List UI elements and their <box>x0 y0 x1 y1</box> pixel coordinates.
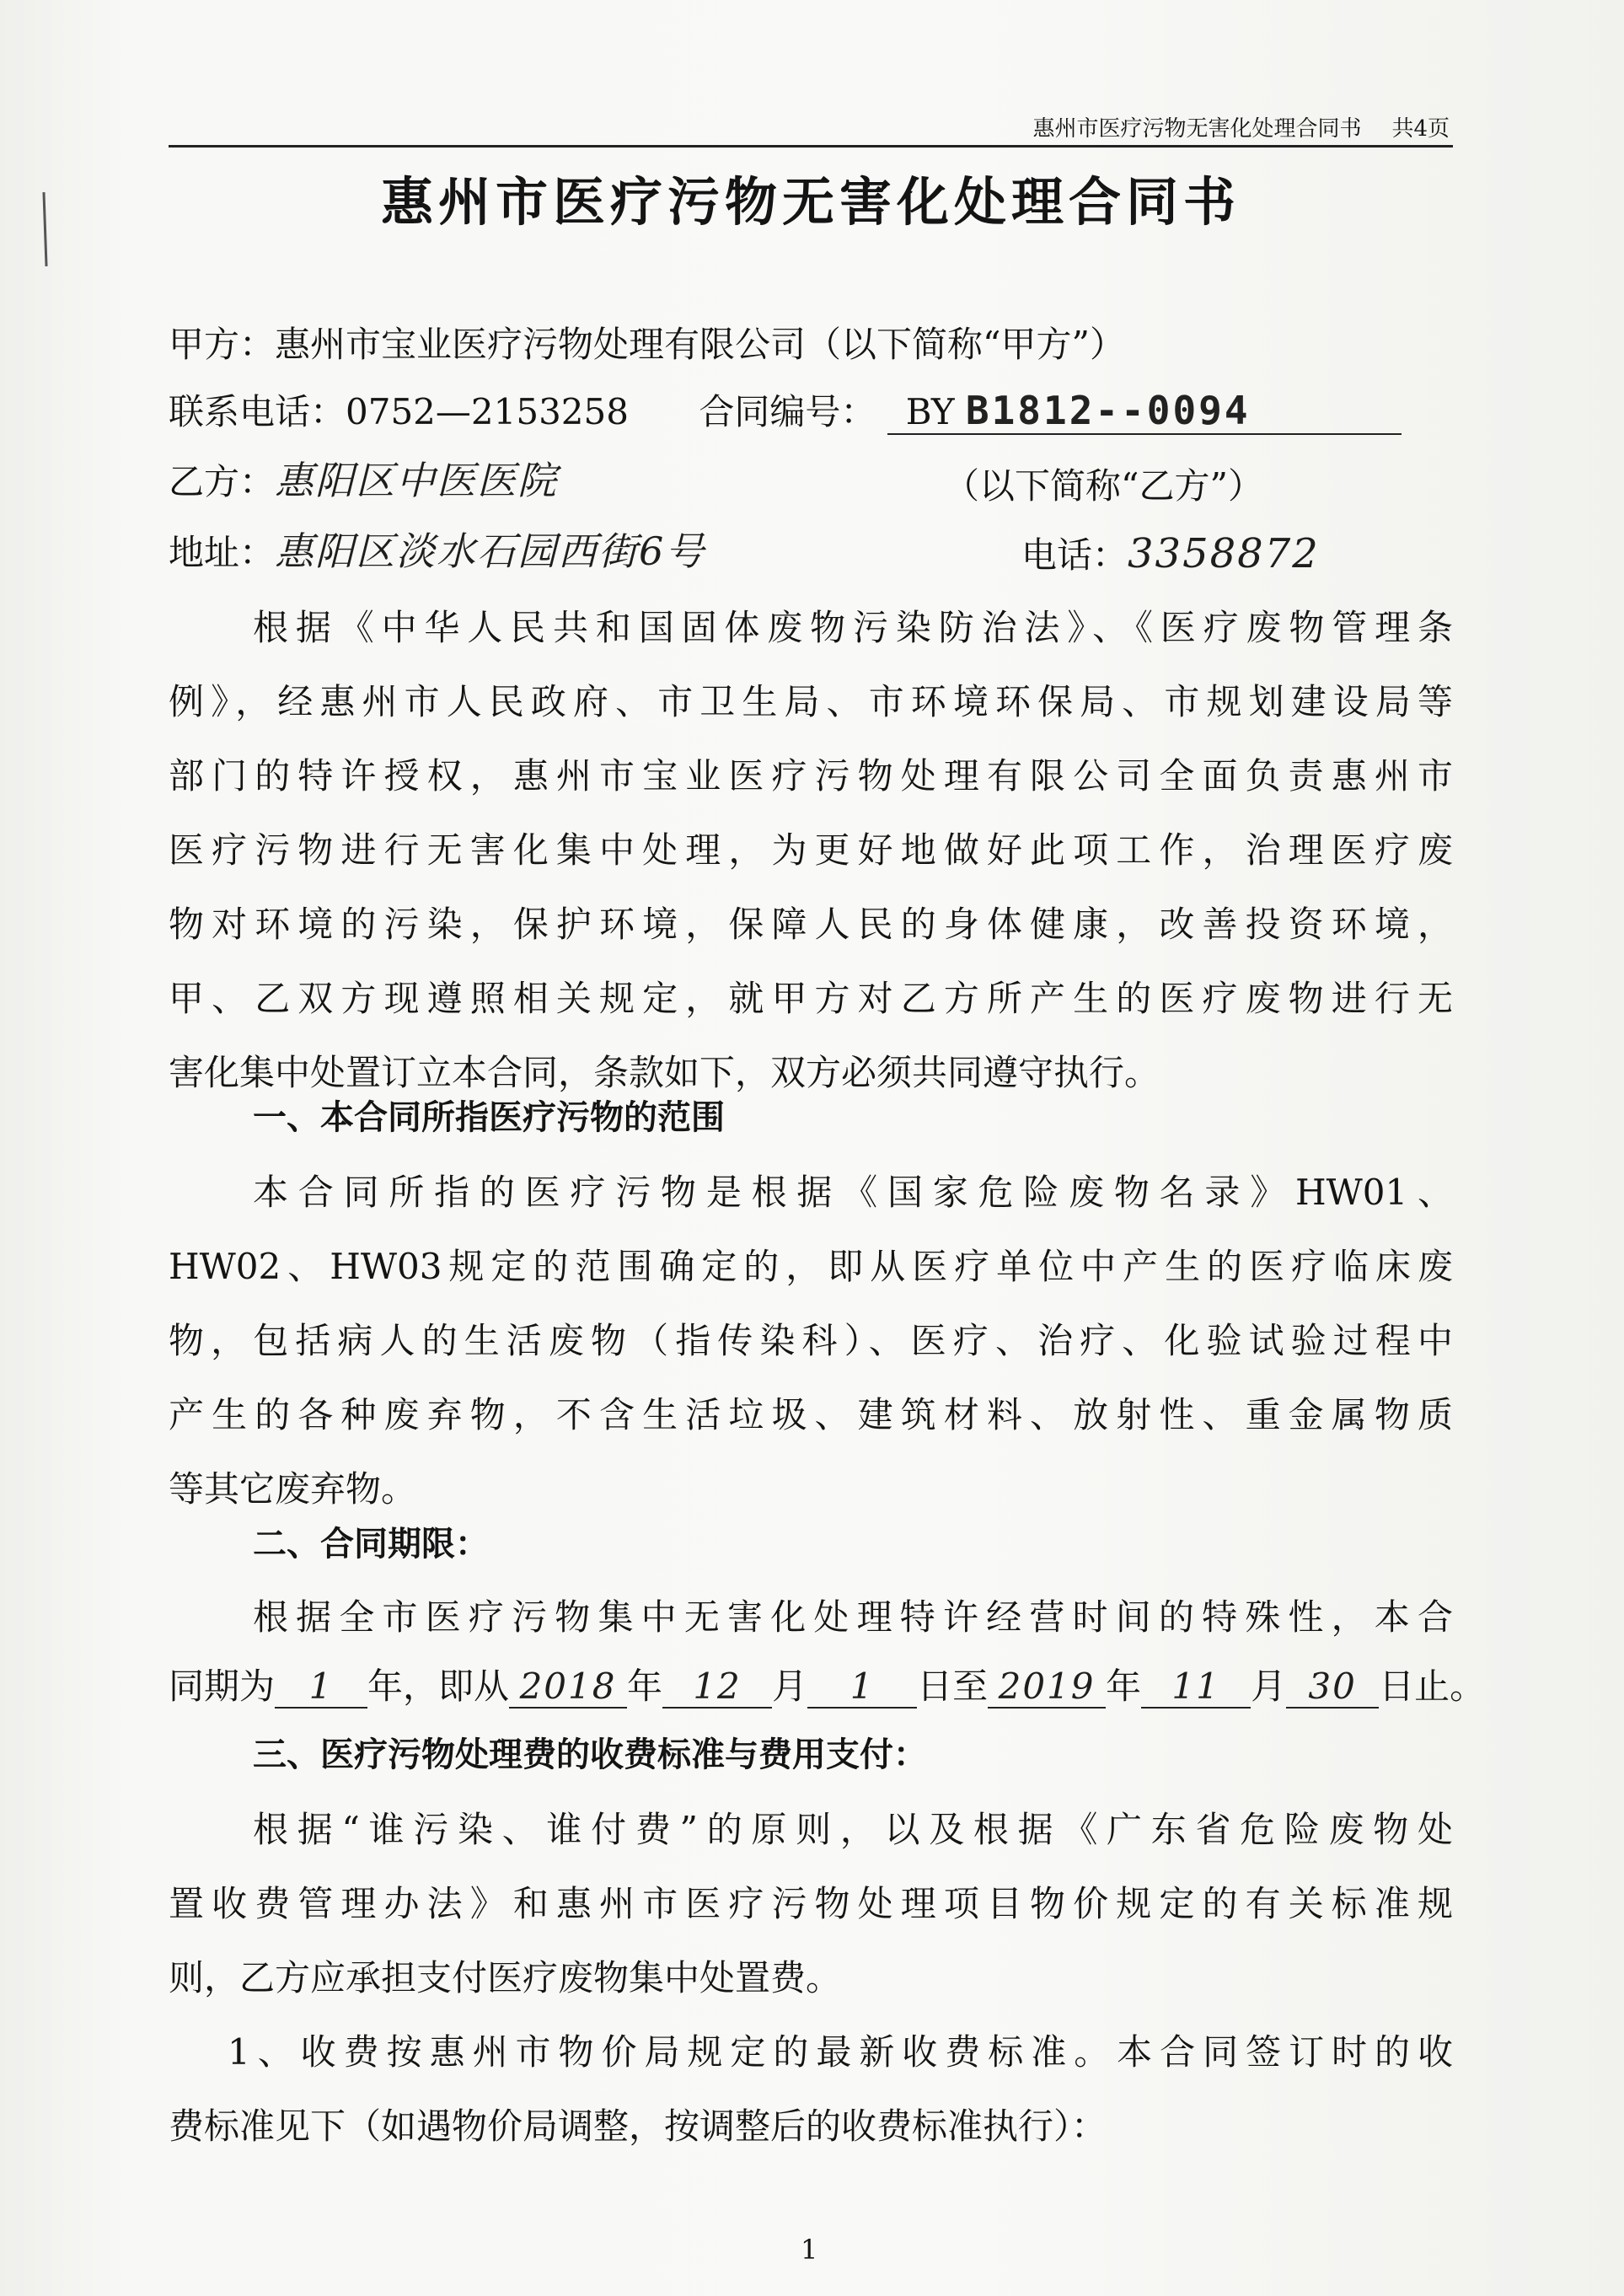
phone-value: 0752—2153258 <box>346 391 629 432</box>
intro-line: 根据《中华人民共和国固体废物污染防治法》、《医疗废物管理条 <box>253 607 1453 648</box>
running-header-title: 惠州市医疗污物无害化处理合同书 <box>1032 116 1362 142</box>
running-header-pages: 共4页 <box>1391 116 1450 142</box>
party-a-label: 甲方： <box>169 324 276 365</box>
section1-line: 等其它废弃物。 <box>169 1468 417 1510</box>
address-label: 地址： <box>169 532 276 573</box>
party-a-line <box>169 317 1125 367</box>
party-a-name: 惠州市宝业医疗污物处理有限公司（以下简称“甲方”） <box>275 324 1125 365</box>
intro-line: 物对环境的污染，保护环境，保障人民的身体健康，改善投资环境， <box>169 904 1453 945</box>
party-b-name-handwritten: 惠阳区中医医院 <box>275 458 559 503</box>
scan-edge-mark <box>42 192 47 266</box>
intro-line: 医疗污物进行无害化集中处理，为更好地做好此项工作，治理医疗废 <box>169 829 1453 871</box>
start-month-handwritten: 12 <box>662 1666 772 1709</box>
section3-line: 根据“谁污染、谁付费”的原则，以及根据《广东省危险废物处 <box>253 1809 1453 1850</box>
section3-item1-line: 费标准见下（如遇物价局调整，按调整后的收费标准执行）： <box>169 2106 1107 2147</box>
contact-line <box>169 384 1402 435</box>
party-b-label: 乙方： <box>169 461 276 502</box>
contract-no-stamp: B1812--0094 <box>965 388 1251 433</box>
section3-line: 置收费管理办法》和惠州市医疗污物处理项目物价规定的有关标准规 <box>169 1883 1453 1924</box>
section3-line: 则，乙方应承担支付医疗废物集中处置费。 <box>169 1957 842 1998</box>
intro-line: 害化集中处置订立本合同，条款如下，双方必须共同遵守执行。 <box>169 1052 1160 1093</box>
period-text: 日至 <box>917 1666 989 1707</box>
contract-no-field <box>887 388 1402 435</box>
intro-line: 部门的特许授权，惠州市宝业医疗污物处理有限公司全面负责惠州市 <box>169 755 1453 797</box>
period-text: 年 <box>627 1666 663 1707</box>
intro-line: 甲、乙双方现遵照相关规定，就甲方对乙方所产生的医疗废物进行无 <box>169 978 1453 1019</box>
period-text: 月 <box>772 1666 808 1707</box>
contract-period-line <box>169 1659 1485 1709</box>
party-b-line <box>169 450 558 506</box>
end-month-handwritten: 11 <box>1141 1666 1251 1709</box>
phone-label: 联系电话： <box>169 391 346 432</box>
party-b-phone-handwritten: 3358872 <box>1128 530 1320 577</box>
section1-line: 产生的各种废弃物，不含生活垃圾、建筑材料、放射性、重金属物质 <box>169 1394 1453 1435</box>
end-day-handwritten: 30 <box>1286 1666 1379 1709</box>
section3-heading: 三、医疗污物处理费的收费标准与费用支付： <box>253 1735 927 1774</box>
page-number: 1 <box>801 2234 818 2266</box>
section3-item1-line: 1、收费按惠州市物价局规定的最新收费标准。本合同签订时的收 <box>228 2031 1453 2073</box>
address-line <box>169 521 705 577</box>
address-handwritten: 惠阳区淡水石园西街6号 <box>275 528 706 574</box>
period-text: 年 <box>1106 1666 1142 1707</box>
period-text: 同期为 <box>169 1666 276 1707</box>
period-years-handwritten: 1 <box>275 1666 367 1709</box>
party-b-phone-label: 电话： <box>1021 534 1128 576</box>
contract-no-label: 合同编号： <box>699 391 876 432</box>
contract-no-prefix: BY <box>905 391 955 432</box>
period-text: 月 <box>1251 1666 1287 1707</box>
party-b-phone <box>1021 528 1320 578</box>
party-b-short-name: （以下简称“乙方”） <box>944 465 1263 507</box>
header-rule <box>169 145 1453 148</box>
running-header <box>910 111 1450 142</box>
period-text: 年，即从 <box>367 1666 510 1707</box>
section2-line: 根据全市医疗污物集中无害化处理特许经营时间的特殊性，本合 <box>253 1596 1453 1638</box>
section1-heading: 一、本合同所指医疗污物的范围 <box>253 1098 725 1137</box>
section1-line: 本合同所指的医疗污物是根据《国家危险废物名录》HW01、 <box>253 1172 1453 1213</box>
page-title: 惠州市医疗污物无害化处理合同书 <box>380 171 1241 233</box>
section2-heading: 二、合同期限： <box>253 1525 489 1564</box>
end-year-handwritten: 2019 <box>988 1666 1106 1709</box>
period-text: 日止。 <box>1379 1666 1486 1707</box>
section1-line: 物，包括病人的生活废物（指传染科）、医疗、治疗、化验试验过程中 <box>169 1320 1453 1361</box>
start-day-handwritten: 1 <box>807 1666 917 1709</box>
intro-line: 例》，经惠州市人民政府、市卫生局、市环境环保局、市规划建设局等 <box>169 681 1453 722</box>
section1-line: HW02、HW03规定的范围确定的，即从医疗单位中产生的医疗临床废 <box>169 1246 1453 1287</box>
start-year-handwritten: 2018 <box>509 1666 627 1709</box>
